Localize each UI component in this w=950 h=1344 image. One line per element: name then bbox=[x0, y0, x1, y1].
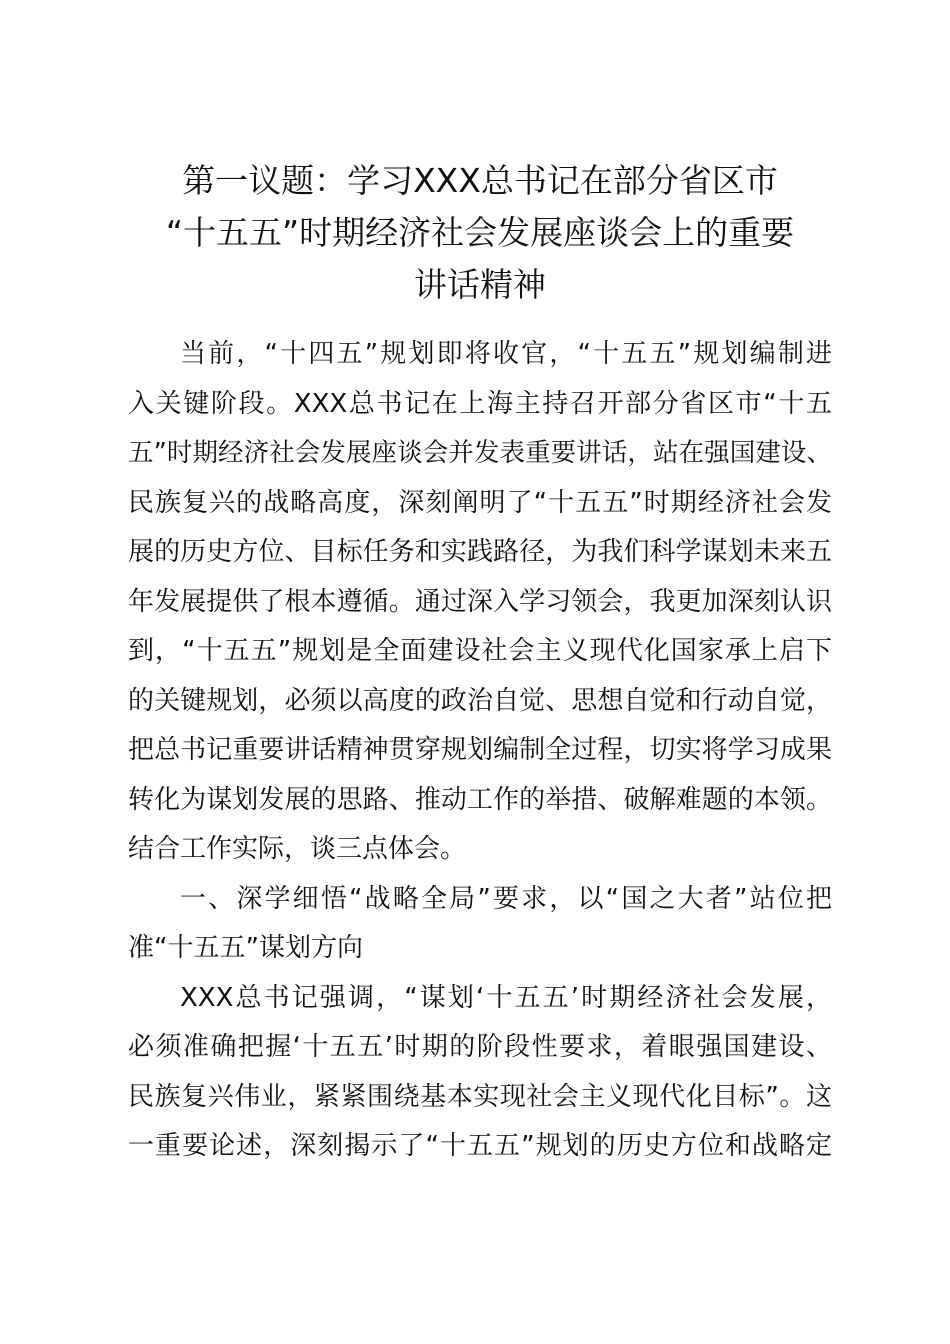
section-heading-line: 准“十五五”谋划方向 bbox=[128, 933, 363, 963]
title-line: “十五五”时期经济社会发展座谈会上的重要 bbox=[165, 213, 795, 252]
paragraph-line: 五”时期经济社会发展座谈会并发表重要讲话，站在强国建设、 bbox=[128, 438, 832, 468]
paragraph-line: 入关键阶段。XXX总书记在上海主持召开部分省区市“十五 bbox=[128, 388, 832, 419]
paragraph-line: 当前，“十四五”规划即将收官，“十五五”规划编制进 bbox=[180, 339, 832, 369]
paragraph-line: 一重要论述，深刻揭示了“十五五”规划的历史方位和战略定 bbox=[128, 1131, 832, 1161]
paragraph-line: 把总书记重要讲话精神贯穿规划编制全过程，切实将学习成果 bbox=[128, 735, 832, 765]
document-body bbox=[128, 330, 832, 1172]
title-line: 第一议题：学习XXX总书记在部分省区市 bbox=[182, 161, 778, 200]
paragraph-line: 的关键规划，必须以高度的政治自觉、思想自觉和行动自觉， bbox=[128, 685, 832, 716]
paragraph-line: 展的历史方位、目标任务和实践路径，为我们科学谋划未来五 bbox=[128, 537, 832, 567]
paragraph-line: 必须准确把握‘十五五’时期的阶段性要求，着眼强国建设、 bbox=[128, 1032, 832, 1062]
paragraph-line: 到，“十五五”规划是全面建设社会主义现代化国家承上启下 bbox=[128, 636, 832, 666]
document-title bbox=[128, 155, 832, 311]
paragraph-line: 结合工作实际，谈三点体会。 bbox=[128, 834, 467, 864]
section-heading-line: 一、深学细悟“战略全局”要求，以“国之大者”站位把 bbox=[180, 883, 832, 914]
title-line: 讲话精神 bbox=[414, 265, 546, 304]
paragraph-line: 年发展提供了根本遵循。通过深入学习领会，我更加深刻认识 bbox=[128, 586, 832, 617]
paragraph-line: XXX总书记强调，“谋划‘十五五’时期经济社会发展， bbox=[180, 982, 832, 1013]
paragraph-line: 民族复兴伟业，紧紧围绕基本实现社会主义现代化目标”。这 bbox=[128, 1081, 832, 1112]
paragraph-line: 转化为谋划发展的思路、推动工作的举措、破解难题的本领。 bbox=[128, 784, 832, 815]
paragraph-line: 民族复兴的战略高度，深刻阐明了“十五五”时期经济社会发 bbox=[128, 487, 832, 518]
